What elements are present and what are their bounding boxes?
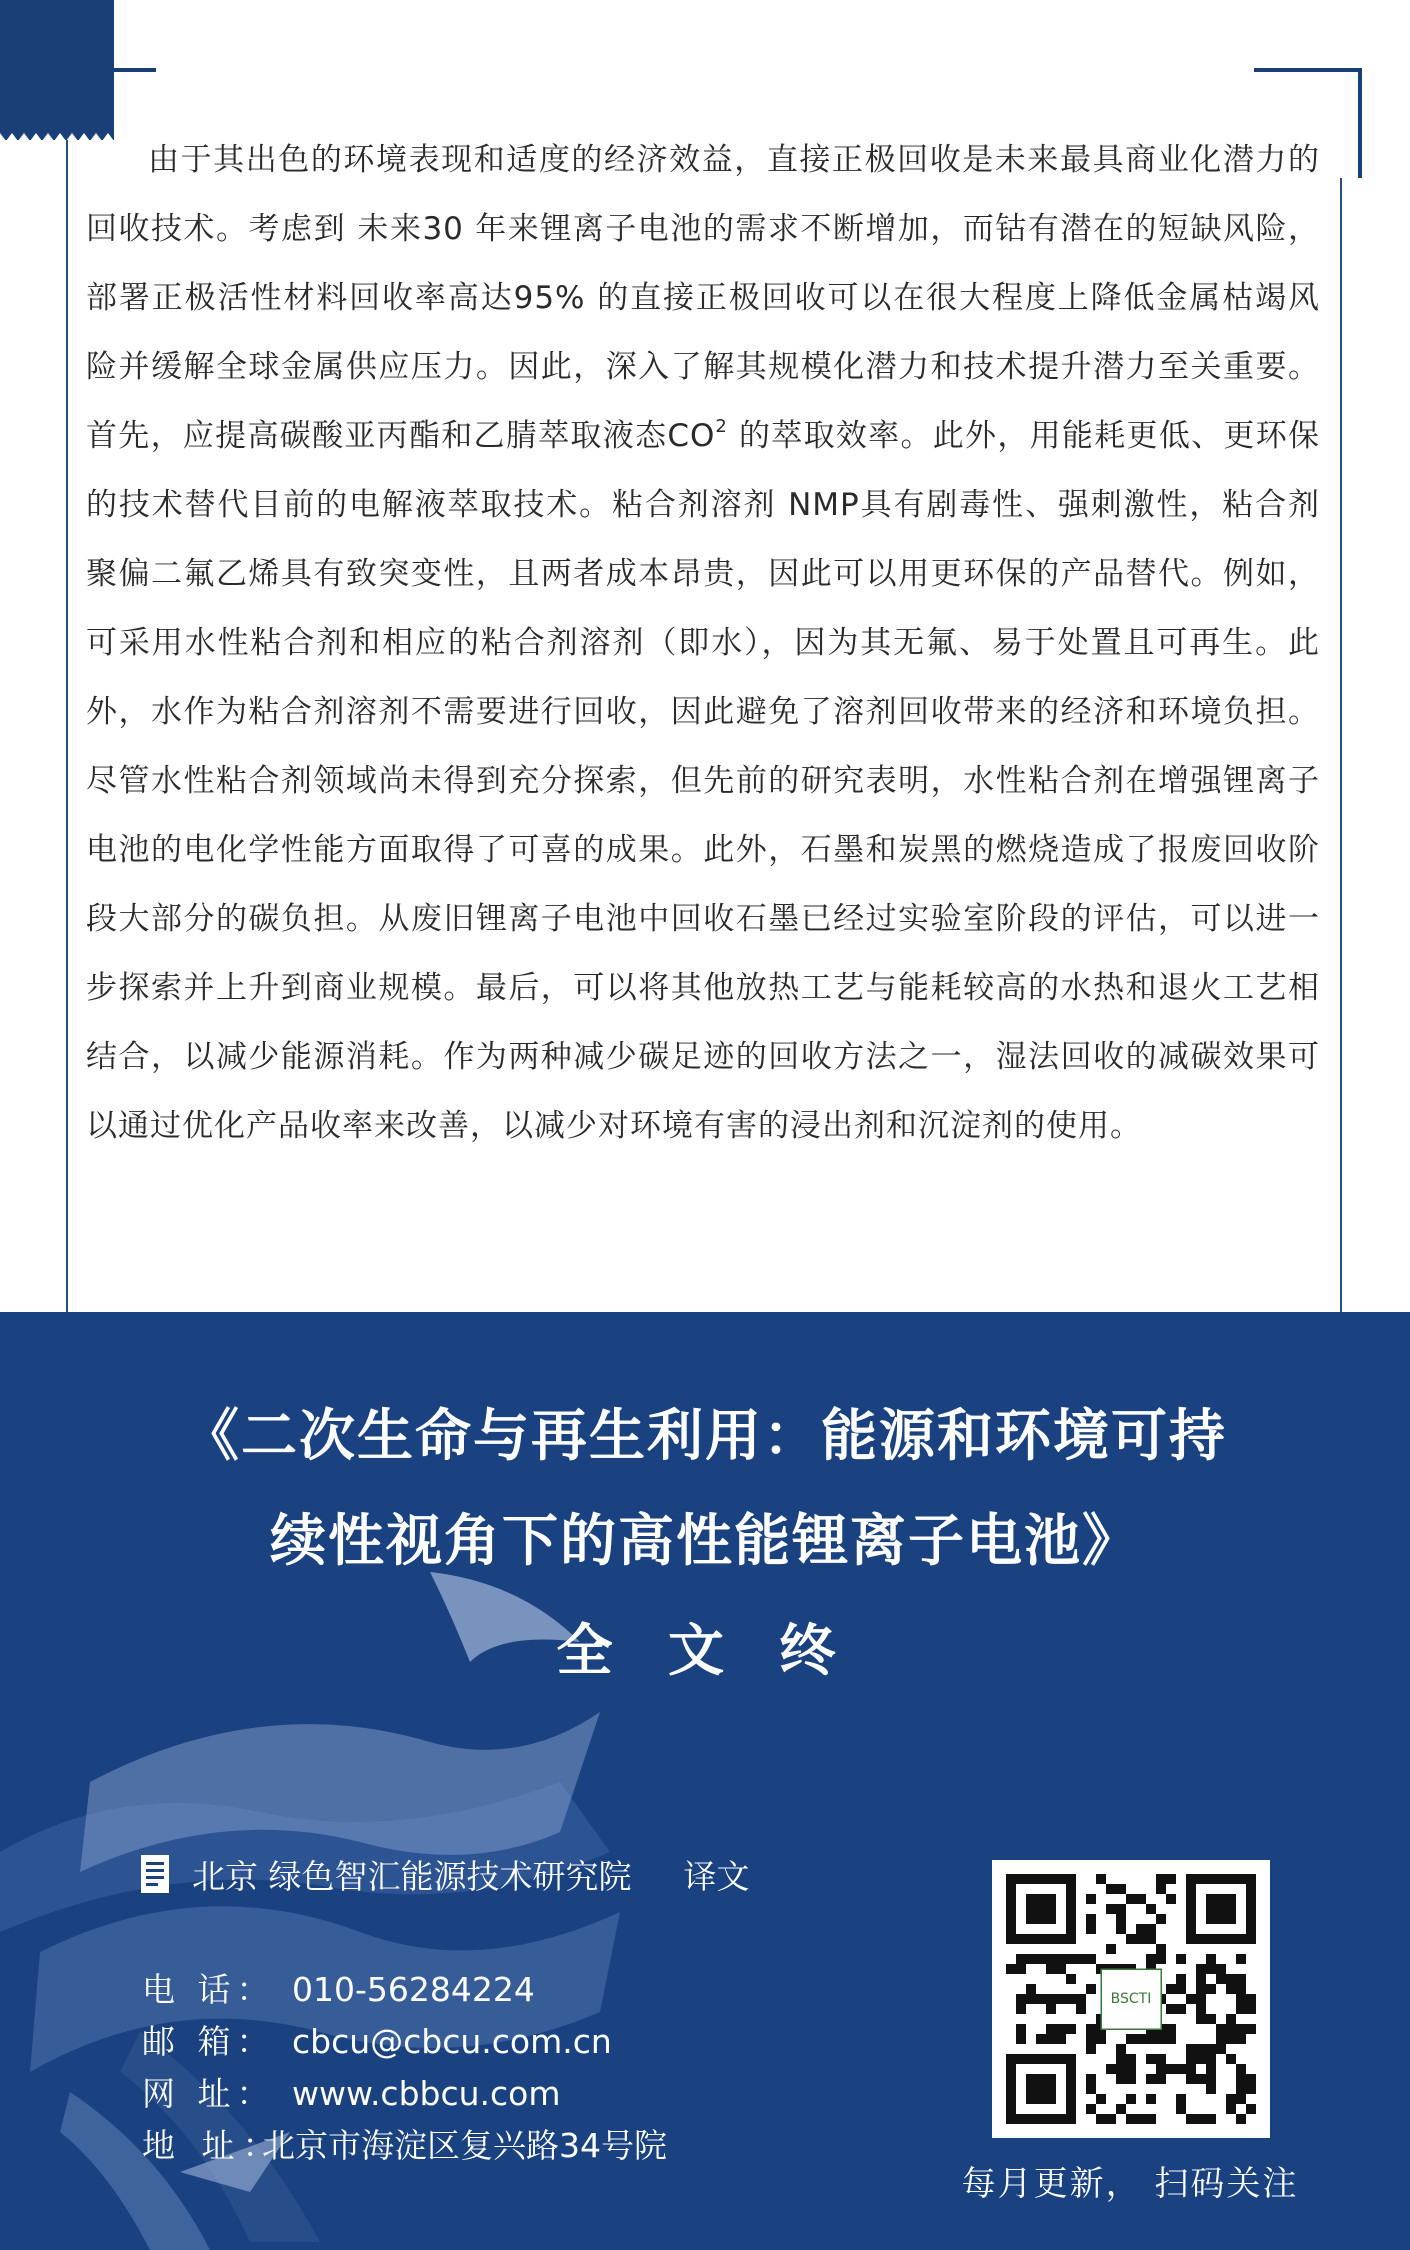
contact-website	[142, 2068, 561, 2115]
address-value: 北京市海淀区复兴路34号院	[262, 2126, 667, 2165]
translation-credit	[140, 1852, 750, 1896]
book-title-line-2: 续性视角下的高性能锂离子电池》	[270, 1509, 1140, 1574]
credit-organization: 北京 绿色智汇能源技术研究院	[192, 1856, 632, 1896]
article-text: 由于其出色的环境表现和适度的经济效益，直接正极回收是未来最具商业化潜力的回收技术。考虑到 未来30 年来锂离子电池的需求不断增加，而钴有潜在的短缺风险，部署正极活性材料回收率高达95% 的直接正极回收可以在很大程度上降低金属枯竭风险并缓解全球金属供应压力。因此，深入了解其规模化潜力和技术提升潜力至关重要。首先，应提高碳酸亚丙酯和乙腈萃取液态CO	[86, 142, 1320, 454]
qr-caption: 每月更新， 扫码关注	[961, 2164, 1299, 2204]
qr-code[interactable]	[992, 1860, 1270, 2138]
corner-ribbon	[0, 0, 114, 140]
frame-top-right-corner	[1358, 68, 1362, 178]
book-title-line-1: 《二次生命与再生利用：能源和环境可持	[183, 1404, 1227, 1469]
address-label: 地 址：	[142, 2126, 284, 2165]
contact-email	[142, 2016, 612, 2063]
article-text-rest: 的萃取效率。此外，用能耗更低、更环保的技术替代目前的电解液萃取技术。粘合剂溶剂 NMP具有剧毒性、强刺激性，粘合剂聚偏二氟乙烯具有致突变性，且两者成本昂贵，因此可以用更环保的产品替代。例如，可采用水性粘合剂和相应的粘合剂溶剂（即水），因为其无氟、易于处置且可再生。此外，水作为粘合剂溶剂不需要进行回收，因此避免了溶剂回收带来的经济和环境负担。尽管水性粘合剂领域尚未得到充分探索，但先前的研究表明，水性粘合剂在增强锂离子电池的电化学性能方面取得了可喜的成果。此外，石墨和炭黑的燃烧造成了报废回收阶段大部分的碳负担。从废旧锂离子电池中回收石墨已经过实验室阶段的评估，可以进一步探索并上升到商业规模。最后，可以将其他放热工艺与能耗较高的水热和退火工艺相结合，以减少能源消耗。作为两种减少碳足迹的回收方法之一，湿法回收的减碳效果可以通过优化产品收率来改善，以减少对环境有害的浸出剂和沉淀剂的使用。	[86, 418, 1321, 1144]
frame-top-right-line	[1254, 68, 1362, 72]
phone-label: 电 话：	[142, 1970, 276, 2009]
qr-code-icon	[1006, 1874, 1256, 2124]
footer-panel	[0, 1312, 1410, 2250]
email-value: cbcu@cbcu.com.cn	[292, 2022, 612, 2061]
credit-translator: 译文	[683, 1856, 750, 1896]
qr-logo-text: BSCTI	[1110, 1991, 1152, 2007]
co2-subscript: 2	[715, 416, 728, 437]
end-of-text: 全 文 终	[556, 1619, 854, 1684]
email-label: 邮 箱：	[142, 2022, 276, 2061]
website-value: www.cbbcu.com	[292, 2074, 561, 2113]
article-paragraph	[86, 126, 1320, 1161]
frame-top-left-line	[114, 68, 156, 72]
contact-address	[142, 2120, 667, 2167]
contact-phone	[142, 1964, 535, 2011]
document-icon	[140, 1854, 170, 1894]
frame-left-border	[66, 140, 68, 1312]
frame-right-border	[1340, 178, 1342, 1312]
website-label: 网 址：	[142, 2074, 276, 2113]
phone-value: 010-56284224	[292, 1970, 535, 2009]
article-body	[86, 126, 1320, 1161]
